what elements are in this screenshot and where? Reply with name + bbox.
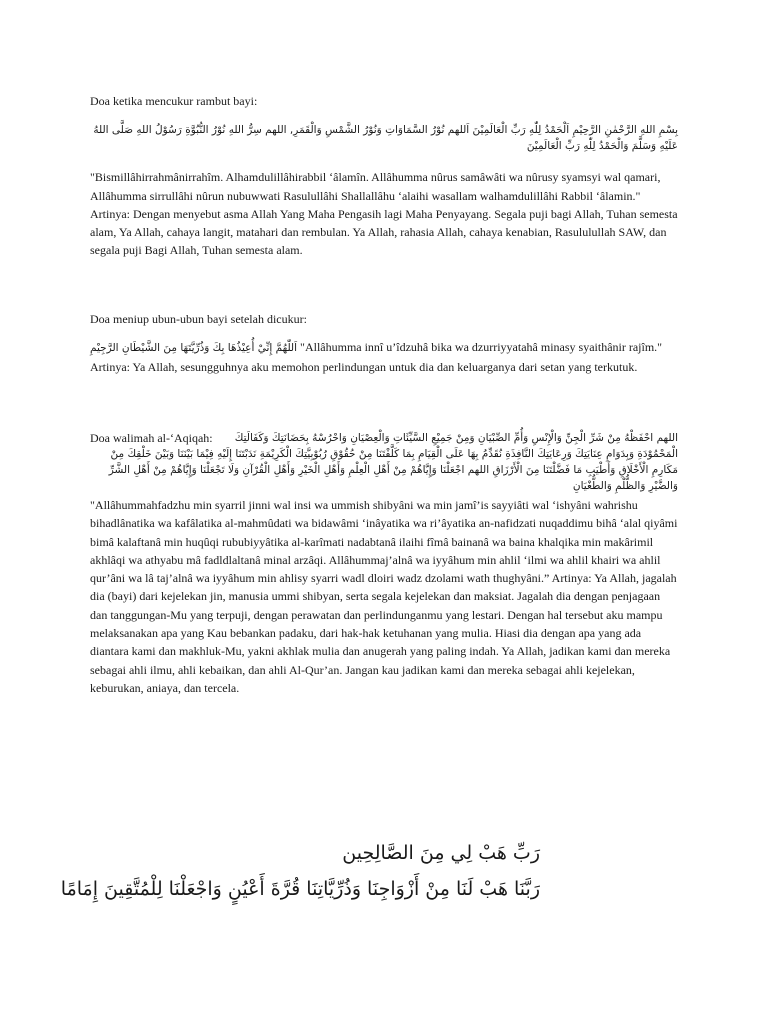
arabic-prayer-text: بِسْمِ اللهِ الرَّحْمٰنِ الرَّحِيْمِ اَلْحَمْدُ لِلّٰهِ رَبِّ الْعَالَمِيْنَ اَللهم نُوْرُ السَّمَاوَاتِ وَنُوْرُ الشَّمْسِ وَالْقَمَرِ, اللهم سِرُّ اللهِ نُوْرُ النُّبُوَّةِ رَسُوْلُ اللهِ صَلَّى اللهُ عَلَيْهِ وَسَلَّمَ وَالْحَمْدُ لِلّٰهِ رَبِّ الْعَالَمِيْنَ <box>93 124 678 153</box>
arabic-prayer-text: اللهم احْفَظْهُ مِنْ شَرِّ الْجِنِّ وَالْإِنْسِ وَأُمِّ الصِّبْيَانِ وَمِنْ جَمِيْعِ السَّيِّئَاتِ وَالْعِصْيَانِ وَاحْرُسْهُ بِحَضَانَتِكَ وَكَفَالَتِكَ الْمَحْمُوْدَةِ وَبِدَوَامِ عِنَايَتِكَ وَرِعَايَتِكَ النَّافِذَةِ نُقَدِّمُ بِهَا عَلَى الْقِيَامِ بِمَا كَلَّفْتَنَا مِنْ حُقُوْقِ رُبُوْبِيَّتِكَ الْكَرِيْمَةِ نَدَبْتَنَا إِلَيْهِ فِيْمَا بَيْنَنَا وَبَيْنَ خَلْقِكَ مِنْ مَكَارِمِ الْأَخْلَاقِ وَأَطْيَبِ مَا فَضَّلْتَنَا مِنَ الْأَرْزَاقِ اللهم اجْعَلْنَا وَإِيَّاهُمْ مِنْ أَهْلِ الْعِلْمِ وَأَهْلِ الْخَيْرِ وَأَهْلِ الْقُرْآنِ وَلَا تَجْعَلْنَا وَإِيَّاهُمْ مِنْ أَهْلِ الشَّرِّ وَالضَّيْرِ وَالظُّلْمِ وَالطُّغْيَانِ <box>108 432 678 492</box>
transliteration-and-translation: "Allâhummahfadzhu min syarril jinni wal insi wa ummish shibyâni wa min jamî’is sayyiâti wal ‘ishyâni wahrishu bihadlânatika wa kafâlatika al-mahmûdati wa bidawâmi ‘inâyatika wa ri’âyatika an-nafidzati nuqaddimu bihâ ‘alal qiyâmi bimâ kalaftanâ min huqûqi rububiyyâtika al-karîmati nadabtanâ ilaihi fîmâ bainanâ wa baina khalqika min makârimil akhlâqi wa athyabu mâ fadldlaltanâ minal arzâqi. Allâhummaj’alnâ wa iyyâhum min ahlil ‘ilmi wa ahlil khairi wa ahlil qur’âni wa lâ taj’alnâ wa iyyâhum min ahlisy syarri wadl dloiri wadz dzolami wath thughyâni.” Artinya: Ya Allah, jagalah dia (bayi) dari kejelekan jin, manusia ummi shibyan, serta segala kejelekan dan maksiat. Jagalah dia dengan penjagaan dan tanggungan-Mu yang terpuji, dengan perawatan dan perlindunganmu yang lestari. Dengan hal tersebut aku mampu melaksanakan apa yang Kau bebankan padaku, dari hak-hak ketuhanan yang mulia. Hiasi dia dengan apa yang ada diantara kami dan makhluk-Mu, yakni akhlak mulia dan anugerah yang paling indah. Ya Allah, jadikan kami dan mereka sebagai ahli ilmu, ahli kebaikan, dan ahli Al-Qur’an. Jangan kau jadikan kami dan mereka sebagai ahli kejelekan, keburukan, aniaya, dan tercela. <box>90 498 678 695</box>
section-heading: Doa meniup ubun-ubun bayi setelah dicukur: <box>90 312 307 326</box>
transliteration-and-translation: "Allâhumma innî u’îdzuhâ bika wa dzurriyyatahâ minasy syaithânir rajîm." Artinya: Ya Allah, sesungguhnya aku memohon perlindungan untuk dia dan keluarganya dari setan yang terkutuk. <box>90 340 663 374</box>
section-aqiqah-feast-prayer <box>90 430 678 697</box>
quran-verse-line-2: رَبَّنَا هَبْ لَنَا مِنْ أَزْوَاجِنَا وَذُرِّيَّاتِنَا قُرَّةَ أَعْيُنٍ وَاجْعَلْنَا لِلْمُتَّقِينَ إِمَامًا <box>60 878 540 900</box>
section-hair-shaving-prayer <box>90 92 678 260</box>
prayer-paragraph <box>90 430 678 494</box>
quran-verse-line-1: رَبِّ هَبْ لِي مِنَ الصَّالِحِين <box>342 842 540 864</box>
prayer-paragraph <box>90 338 678 376</box>
transliteration-and-translation: "Bismillâhirrahmânirrahîm. Alhamdulillâhirabbil ‘âlamîn. Allâhumma nûrus samâwâti wa nûrusy syamsyi wal qamari, Allâhumma sirrullâhi nûrun nubuwwati Rasulullâhi Shallallâhu ‘alaihi wasallam walhamdulillâhi Rabbil ‘âlamin." Artinya: Dengan menyebut asma Allah Yang Maha Pengasih lagi Maha Penyayang. Segala puji bagi Allah, Tuhan semesta alam, Ya Allah, cahaya langit, matahari dan rembulan. Ya Allah, rahasia Allah, cahaya kenabian, Rasululullah SAW, dan segala puji Bagi Allah, Tuhan semesta alam. <box>90 170 678 258</box>
arabic-prayer-text: اَللّٰهُمَّ إِنِّيْ أُعِيْذُهَا بِكَ وَذُرِّيَّتَهَا مِنَ الشَّيْطَانِ الرَّجِيْمِ <box>90 342 298 355</box>
section-heading: Doa walimah al-‘Aqiqah: <box>90 431 213 445</box>
section-crown-blowing-prayer <box>90 310 678 376</box>
section-heading: Doa ketika mencukur rambut bayi: <box>90 94 258 108</box>
